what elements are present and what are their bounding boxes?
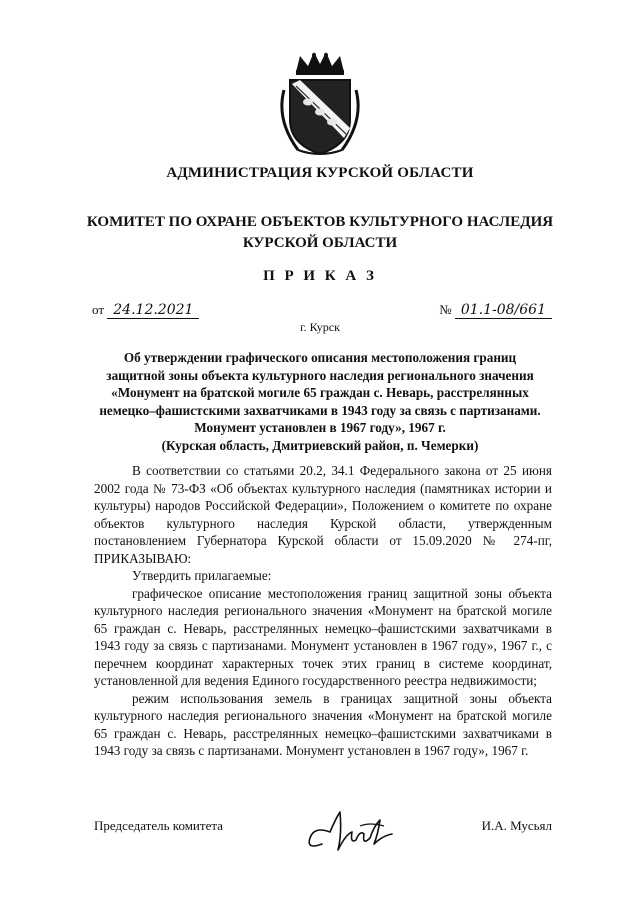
- handwritten-signature-icon: [300, 804, 400, 860]
- order-number: [439, 302, 552, 318]
- body-paragraph-land-use-regime: режим использования земель в границах защитной зоны объекта культурного наследия регионального значения «Монумент на братской могиле 65 граждан с. Неварь, расстрелянных немецко–фашистскими захватчиками в 1943 году за связь с партизанами. Монумент установлен в 1967 году», 1967 г.: [94, 690, 552, 758]
- subject-line-2: защитной зоны объекта культурного наследия регионального значения: [106, 367, 534, 383]
- body-paragraph-approve: Утвердить прилагаемые:: [132, 568, 272, 583]
- subject-line-4: немецко–фашистскими захватчиками в 1943 году за связь с партизанами.: [99, 402, 541, 418]
- committee-line-2: КУРСКОЙ ОБЛАСТИ: [242, 235, 398, 251]
- subject-line-6: (Курская область, Дмитриевский район, п. Чемерки): [161, 437, 479, 453]
- order-subject: [80, 349, 560, 455]
- committee-line-1: КОМИТЕТ ПО ОХРАНЕ ОБЪЕКТОВ КУЛЬТУРНОГО НАСЛЕДИЯ: [86, 214, 554, 230]
- subject-line-1: Об утверждении графического описания местоположения границ: [123, 350, 517, 365]
- date-value: 24.12.2021: [107, 302, 199, 319]
- city-label: г. Курск: [300, 320, 340, 334]
- committee-title: [0, 212, 640, 254]
- date-prefix: от: [92, 302, 105, 317]
- body-paragraph-basis: В соответствии со статьями 20.2, 34.1 Федерального закона от 25 июня 2002 года № 73-ФЗ «Об объектах культурного наследия (памятниках истории и культуры) народов Российской Федерации», Положением о комитете по охране объектов культурного наследия Курской области, утвержденным постановлением Губернатора Курской области от 15.09.2020 № 274-пг, ПРИКАЗЫВАЮ:: [94, 463, 552, 566]
- signer-name: И.А. Мусьял: [481, 818, 552, 833]
- kursk-coat-of-arms-icon: [274, 50, 366, 158]
- signature-block: [94, 812, 552, 856]
- subject-line-5: Монумент установлен в 1967 году», 1967 г.: [194, 420, 446, 436]
- subject-line-3: «Монумент на братской могиле 65 граждан с. Неварь, расстрелянных: [111, 385, 529, 401]
- order-heading: П Р И К А З: [263, 268, 377, 284]
- body-paragraph-graphic-description: графическое описание местоположения границ защитной зоны объекта культурного наследия регионального значения «Монумент на братской могиле 65 граждан с. Неварь, расстрелянных немецко–фашистскими захватчиками в 1943 году за связь с партизанами. Монумент установлен в 1967 году», 1967 г., с перечнем координат характерных точек этих границ в системе координат, установленной для ведения Единого государственного реестра недвижимости;: [94, 585, 552, 688]
- signer-position: Председатель комитета: [94, 818, 223, 833]
- order-date: [92, 302, 199, 318]
- number-prefix: №: [439, 302, 452, 317]
- organization-title: АДМИНИСТРАЦИЯ КУРСКОЙ ОБЛАСТИ: [166, 165, 474, 181]
- number-value: 01.1-08/661: [455, 302, 552, 319]
- order-body: [94, 462, 552, 760]
